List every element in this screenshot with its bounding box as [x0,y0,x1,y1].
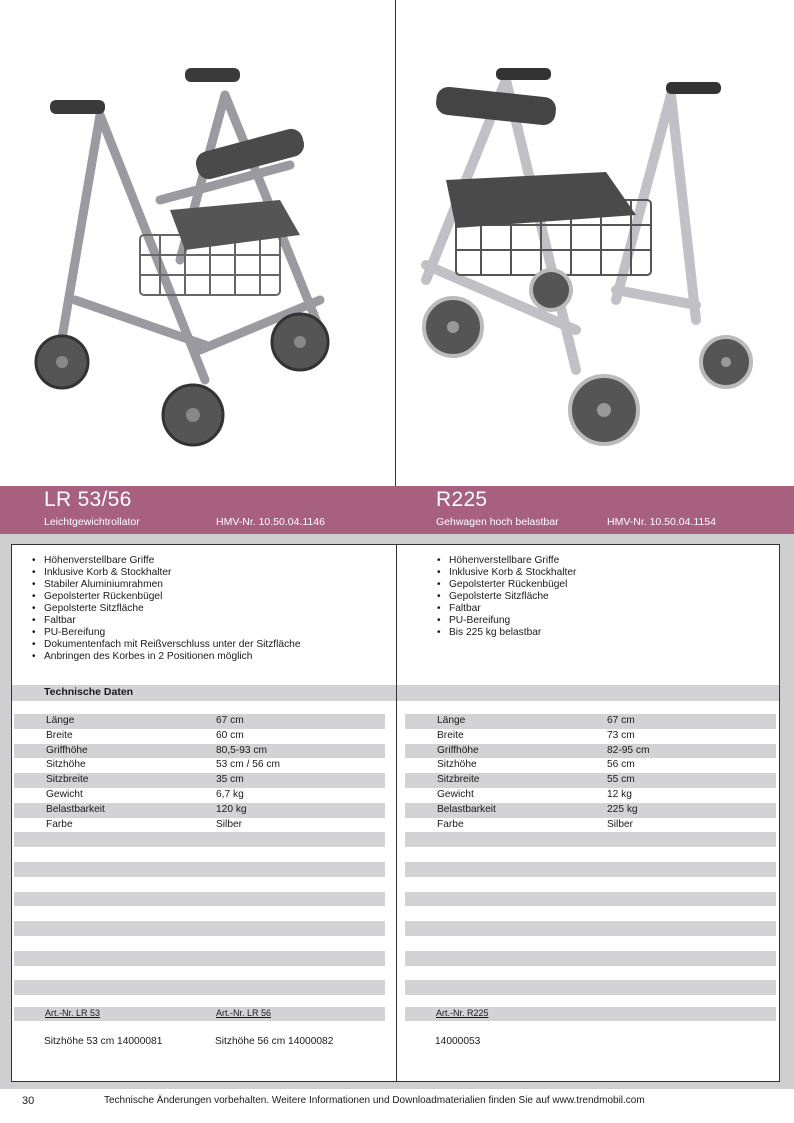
product-header-right [436,486,776,534]
spec-row-empty [14,936,385,951]
spec-row-empty [405,832,776,847]
spec-row [405,773,776,788]
feature-item: • Gepolsterter Rückenbügel [437,579,576,591]
spec-value: 225 kg [607,803,638,815]
feature-item: • Bis 225 kg belastbar [437,627,576,639]
spec-value: 53 cm / 56 cm [216,759,280,771]
feature-item: • PU-Bereifung [437,615,576,627]
feature-list [397,555,576,639]
spec-value: 35 cm [216,774,244,786]
spec-row [14,744,385,759]
spec-row [405,744,776,759]
spec-value: 12 kg [607,788,632,800]
spec-table [14,714,385,995]
feature-item: • Faltbar [32,615,301,627]
product-title-band [0,486,794,534]
article-number-label: Art.-Nr. R225 [436,1008,489,1018]
spec-value: Silber [607,818,634,830]
spec-table [405,714,776,995]
spec-row [14,818,385,833]
spec-row-empty [14,892,385,907]
product-name: LR 53/56 [44,488,132,511]
article-number-header [405,1007,776,1021]
spec-row [14,773,385,788]
spec-value: 67 cm [216,715,244,726]
article-number-label: Art.-Nr. LR 53 [45,1008,101,1018]
spec-row [405,818,776,833]
feature-item: • Gepolsterte Sitzfläche [437,591,576,603]
spec-label: Farbe [437,818,464,830]
feature-item: • Inklusive Korb & Stockhalter [437,567,576,579]
spec-row-empty [14,951,385,966]
feature-item: • Höhenverstellbare Griffe [437,555,576,567]
spec-row-empty [405,847,776,862]
spec-row-empty [405,980,776,995]
spec-label: Sitzhöhe [46,759,86,771]
spec-row-empty [405,892,776,907]
feature-list [12,555,301,663]
spec-row-empty [14,832,385,847]
spec-row [14,729,385,744]
feature-item: • PU-Bereifung [32,627,301,639]
spec-label: Farbe [46,818,73,830]
tech-data-heading-bar [397,685,779,701]
hmv-number: HMV-Nr. 10.50.04.1146 [216,516,325,528]
spec-label: Sitzhöhe [437,759,477,771]
article-number-value: 14000053 [435,1036,481,1047]
feature-item: • Gepolsterte Sitzfläche [32,603,301,615]
spec-label: Sitzbreite [46,774,89,786]
product-header-left [44,486,384,534]
feature-item: • Gepolsterter Rückenbügel [32,591,301,603]
article-number-value: Sitzhöhe 53 cm 14000081 [44,1036,163,1047]
spec-label: Belastbarkeit [437,803,496,815]
spec-row [14,788,385,803]
spec-label: Breite [46,729,73,741]
spec-value: Silber [216,818,243,830]
feature-item: • Anbringen des Korbes in 2 Positionen möglich [32,651,301,663]
spec-value: 56 cm [607,759,635,771]
hmv-number: HMV-Nr. 10.50.04.1154 [607,516,716,528]
spec-label: Belastbarkeit [46,803,105,815]
footer-note: Technische Änderungen vorbehalten. Weitere Informationen und Downloadmaterialien finden Sie auf www.trendmobil.com [104,1095,645,1106]
spec-value: 60 cm [216,729,244,741]
rollator-lr53-image [0,0,395,486]
tech-data-heading: Technische Daten [44,686,134,698]
spec-row [14,714,385,729]
spec-row-empty [14,862,385,877]
spec-row-empty [14,877,385,892]
spec-row-empty [405,906,776,921]
spec-label: Breite [437,729,464,741]
spec-value: 120 kg [216,803,247,815]
spec-label: Griffhöhe [437,744,479,756]
spec-value: 80,5-93 cm [216,744,267,756]
spec-row-empty [14,980,385,995]
spec-label: Länge [437,715,466,726]
feature-item: • Dokumentenfach mit Reißverschluss unter der Sitzfläche [32,639,301,651]
spec-row [405,788,776,803]
spec-row-empty [14,847,385,862]
spec-row-empty [14,966,385,981]
spec-label: Griffhöhe [46,744,88,756]
spec-value: 73 cm [607,729,635,741]
feature-item: • Stabiler Aluminiumrahmen [32,579,301,591]
product-subtitle: Leichtgewichtrollator [44,516,140,528]
article-number-header [14,1007,385,1021]
spec-value: 82-95 cm [607,744,650,756]
spec-row [14,803,385,818]
spec-label: Gewicht [46,788,83,800]
feature-item: • Faltbar [437,603,576,615]
spec-row [14,758,385,773]
spec-value: 67 cm [607,715,635,726]
spec-row-empty [405,951,776,966]
spec-label: Gewicht [437,788,474,800]
spec-row-empty [405,921,776,936]
spec-row-empty [405,862,776,877]
page-number: 30 [22,1095,35,1107]
product-panel-left [11,544,396,1082]
feature-item: • Inklusive Korb & Stockhalter [32,567,301,579]
spec-row-empty [14,921,385,936]
spec-label: Länge [46,715,75,726]
product-panel-right [396,544,780,1082]
spec-row-empty [405,966,776,981]
spec-label: Sitzbreite [437,774,480,786]
spec-row [405,729,776,744]
rollator-r225-image [396,0,794,486]
spec-value: 6,7 kg [216,788,244,800]
article-number-label: Art.-Nr. LR 56 [216,1008,272,1018]
product-subtitle: Gehwagen hoch belastbar [436,516,559,528]
feature-item: • Höhenverstellbare Griffe [32,555,301,567]
spec-row-empty [405,936,776,951]
article-number-value: Sitzhöhe 56 cm 14000082 [215,1036,334,1047]
spec-value: 55 cm [607,774,635,786]
spec-row-empty [14,906,385,921]
spec-row [405,758,776,773]
product-name: R225 [436,488,488,511]
spec-row [405,714,776,729]
tech-data-heading-bar [12,685,396,701]
spec-row-empty [405,877,776,892]
spec-row [405,803,776,818]
